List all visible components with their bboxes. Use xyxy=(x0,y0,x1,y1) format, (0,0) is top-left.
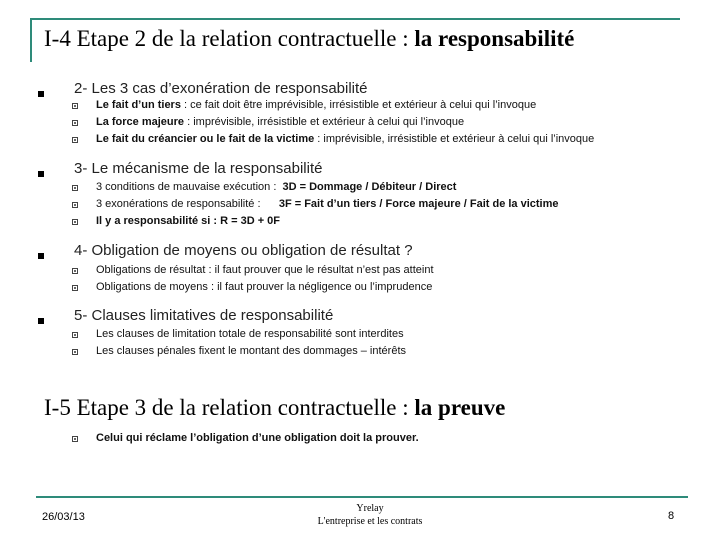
heading-mecanisme: 3- Le mécanisme de la responsabilité xyxy=(74,160,323,177)
square-bullet-icon xyxy=(38,318,44,324)
square-bullet-icon xyxy=(72,120,78,126)
item-obligation-resultat: Obligations de résultat : il faut prouver que le résultat n’est pas atteint xyxy=(96,264,434,276)
square-bullet-icon xyxy=(38,171,44,177)
square-bullet-icon xyxy=(72,349,78,355)
item-r-formula: Il y a responsabilité si : R = 3D + 0F xyxy=(96,215,281,227)
footer-divider xyxy=(36,496,688,498)
item-clauses-penales: Les clauses pénales fixent le montant des dommages – intérêts xyxy=(96,345,407,357)
item-clauses-limitation: Les clauses de limitation totale de responsabilité sont interdites xyxy=(96,328,404,340)
heading-exoneration: 2- Les 3 cas d’exonération de responsabilité xyxy=(74,80,368,97)
square-bullet-icon xyxy=(38,91,44,97)
square-bullet-icon xyxy=(38,253,44,259)
footer-author: Yrelay xyxy=(356,503,384,514)
square-bullet-icon xyxy=(72,219,78,225)
square-bullet-icon xyxy=(72,137,78,143)
section-title-preuve: I-5 Etape 3 de la relation contractuelle : la preuve xyxy=(44,395,506,420)
item-3d: 3 conditions de mauvaise exécution : 3D = Dommage / Débiteur / Direct xyxy=(96,181,457,193)
item-3f: 3 exonérations de responsabilité : 3F = Fait d’un tiers / Force majeure / Fait de la victime xyxy=(96,198,559,210)
square-bullet-icon xyxy=(72,332,78,338)
item-obligation-moyens: Obligations de moyens : il faut prouver la négligence ou l’imprudence xyxy=(96,281,433,293)
square-bullet-icon xyxy=(72,285,78,291)
footer-center xyxy=(300,502,440,528)
page-number: 8 xyxy=(668,510,675,522)
item-preuve: Celui qui réclame l’obligation d’une obligation doit la prouver. xyxy=(96,432,419,444)
square-bullet-icon xyxy=(72,436,78,442)
footer-subtitle: L'entreprise et les contrats xyxy=(317,516,423,527)
heading-clauses: 5- Clauses limitatives de responsabilité xyxy=(74,307,334,324)
item-fait-victime: Le fait du créancier ou le fait de la victime : imprévisible, irrésistible et extérieur à celui qui l’invoque xyxy=(96,133,595,145)
square-bullet-icon xyxy=(72,185,78,191)
square-bullet-icon xyxy=(72,268,78,274)
square-bullet-icon xyxy=(72,103,78,109)
square-bullet-icon xyxy=(72,202,78,208)
item-fait-tiers: Le fait d’un tiers : ce fait doit être imprévisible, irrésistible et extérieur à celui qui l’invoque xyxy=(96,99,537,111)
heading-obligation: 4- Obligation de moyens ou obligation de résultat ? xyxy=(74,242,413,259)
slide-title: I-4 Etape 2 de la relation contractuelle : la responsabilité xyxy=(44,26,575,51)
footer-date: 26/03/13 xyxy=(42,511,85,523)
item-force-majeure: La force majeure : imprévisible, irrésistible et extérieur à celui qui l’invoque xyxy=(96,116,465,128)
